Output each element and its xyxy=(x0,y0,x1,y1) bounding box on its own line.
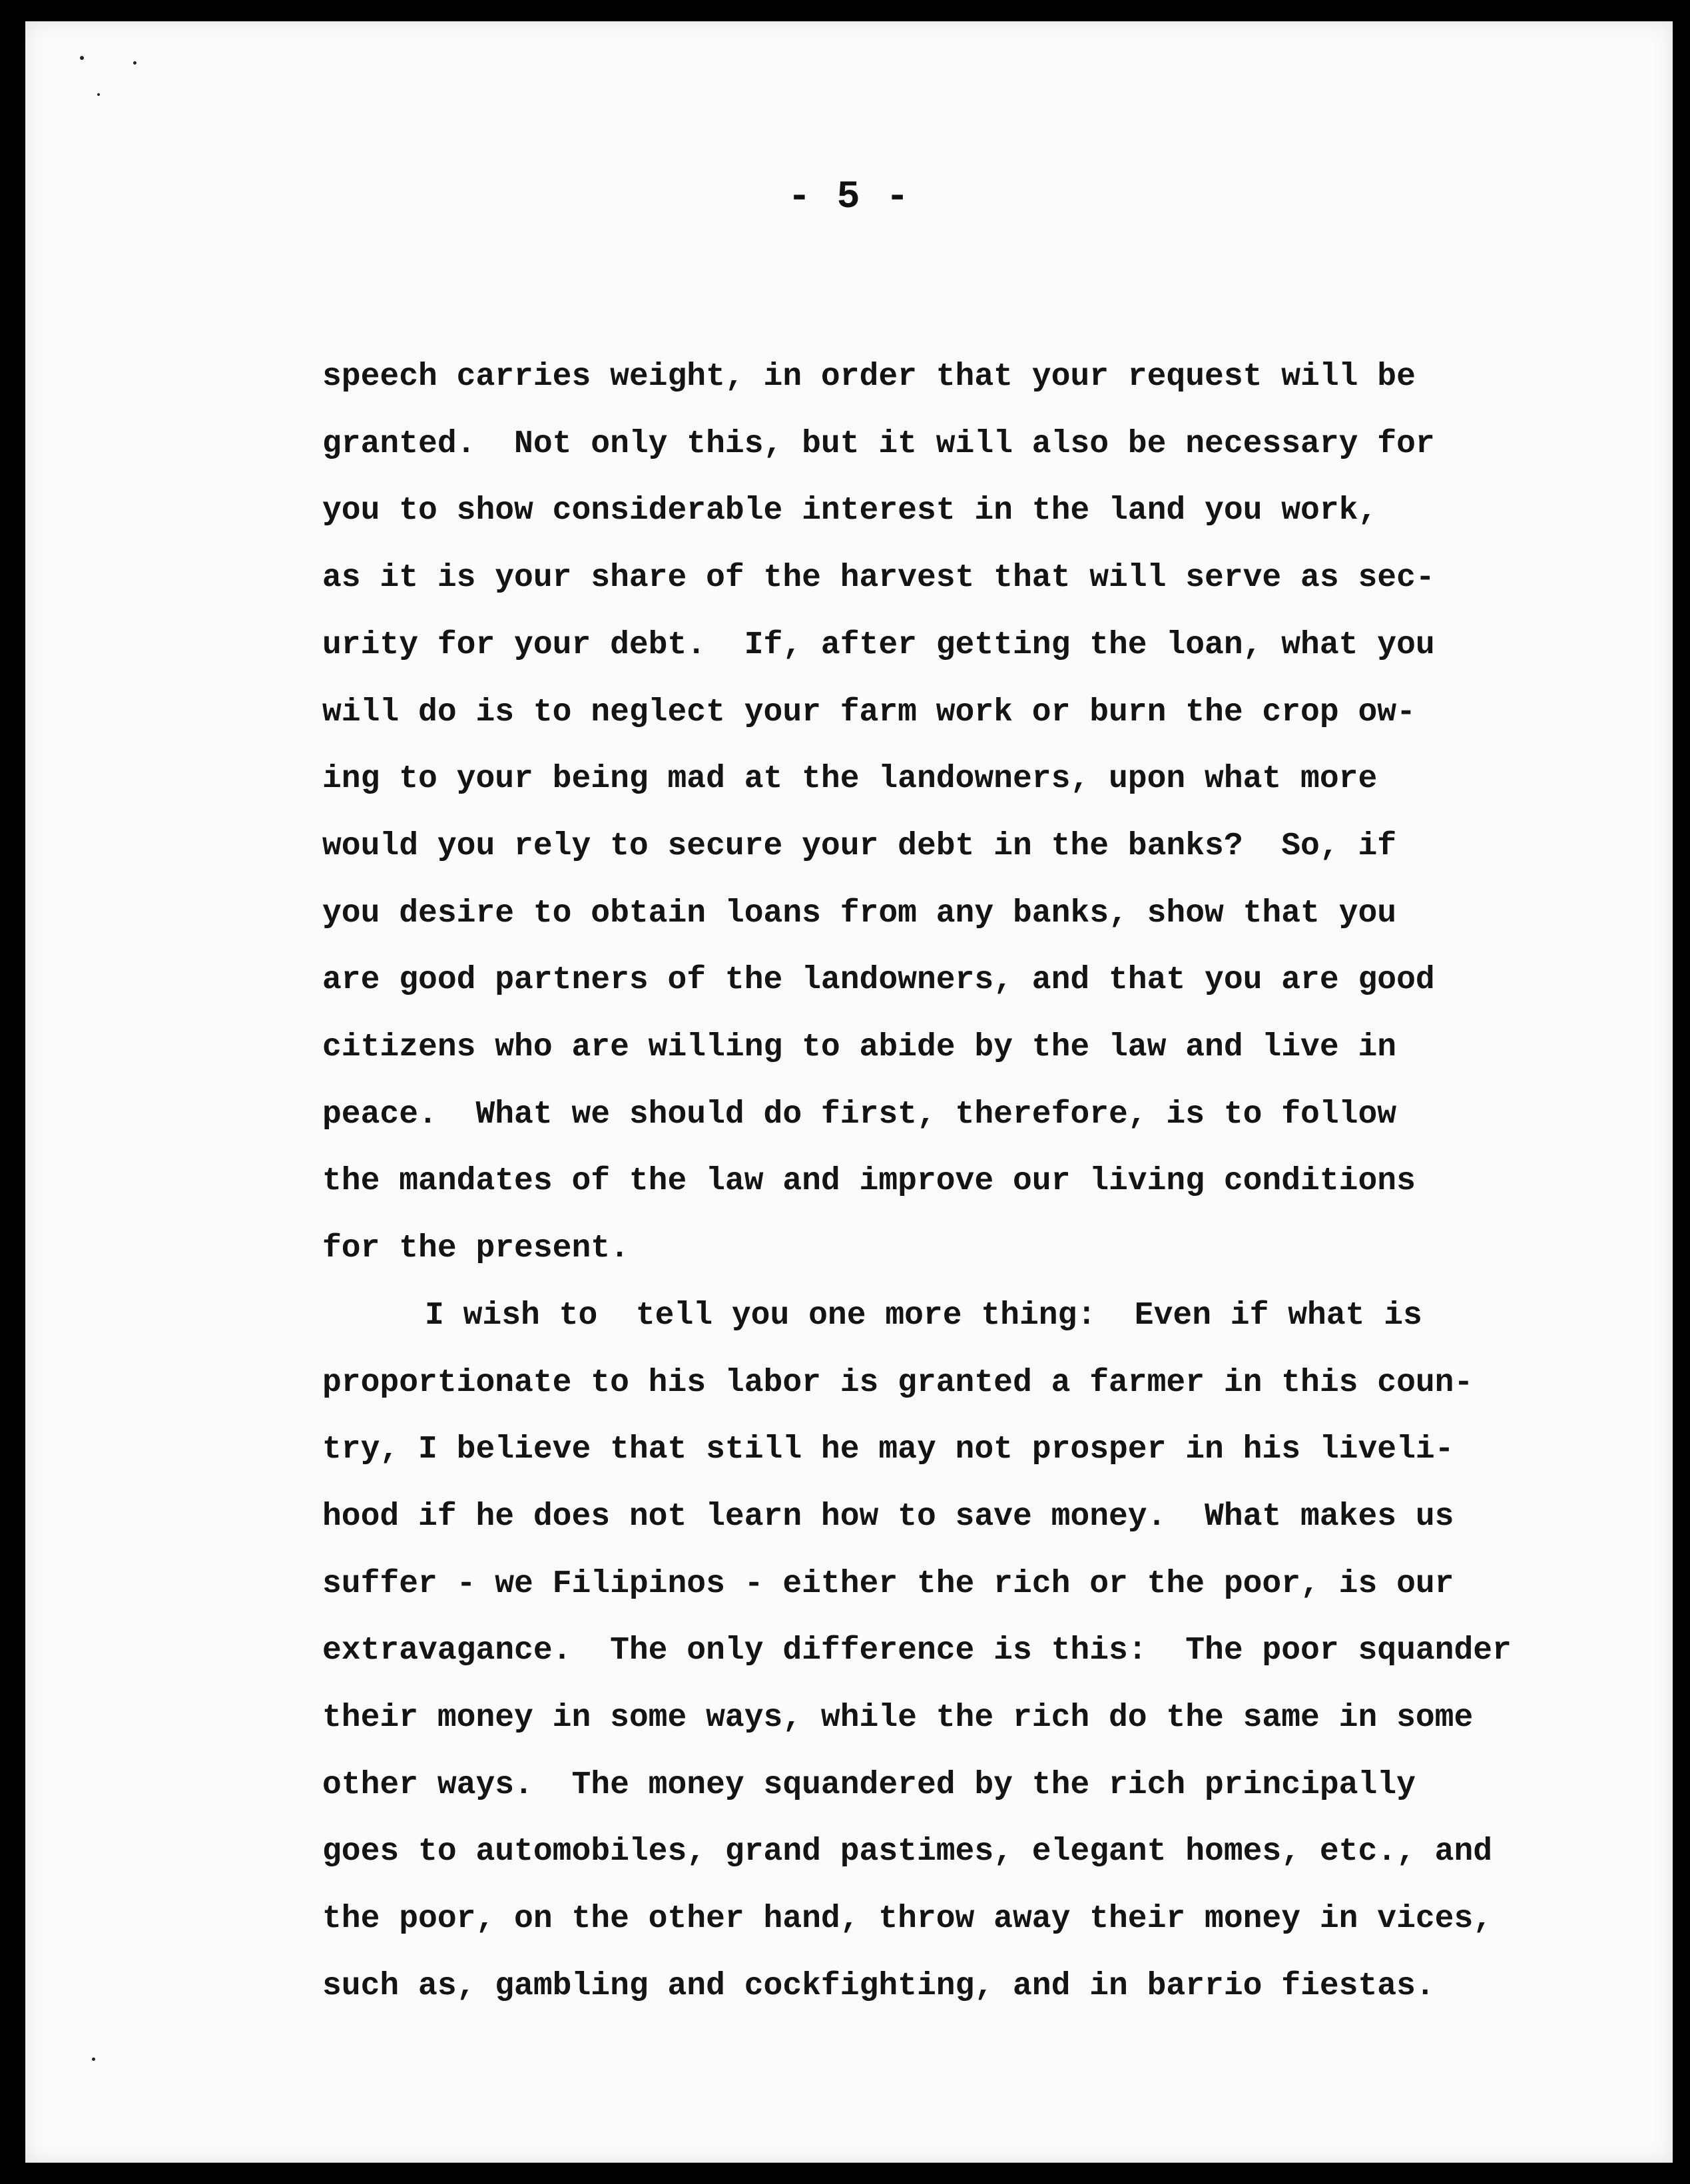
paper-speck xyxy=(92,2057,95,2061)
text-line: will do is to neglect your farm work or burn the crop ow- xyxy=(322,694,1416,730)
text-line: their money in some ways, while the rich do the same in some xyxy=(322,1700,1474,1737)
paper-speck xyxy=(97,93,100,96)
text-line: proportionate to his labor is granted a farmer in this coun- xyxy=(322,1364,1474,1401)
text-line: would you rely to secure your debt in the banks? So, if xyxy=(322,828,1397,864)
text-line: urity for your debt. If, after getting the loan, what you xyxy=(322,627,1435,663)
body-text xyxy=(322,344,1627,2020)
page-number: - 5 - xyxy=(787,176,911,219)
text-line: other ways. The money squandered by the rich principally xyxy=(322,1767,1416,1803)
text-line: speech carries weight, in order that your request will be xyxy=(322,359,1416,395)
document-page xyxy=(25,21,1673,2163)
text-line: you desire to obtain loans from any banks, show that you xyxy=(322,895,1397,932)
paper-speck xyxy=(80,56,84,60)
text-line: goes to automobiles, grand pastimes, elegant homes, etc., and xyxy=(322,1834,1493,1870)
text-line: granted. Not only this, but it will also be necessary for xyxy=(322,425,1435,462)
text-line: suffer - we Filipinos - either the rich or the poor, is our xyxy=(322,1565,1454,1602)
text-line: the mandates of the law and improve our living conditions xyxy=(322,1163,1416,1200)
text-line: citizens who are willing to abide by the law and live in xyxy=(322,1029,1397,1066)
text-line: for the present. xyxy=(322,1230,629,1267)
paper-speck xyxy=(133,61,137,65)
text-line: extravagance. The only difference is this: The poor squander xyxy=(322,1633,1512,1669)
text-line: the poor, on the other hand, throw away their money in vices, xyxy=(322,1901,1493,1938)
text-line: ing to your being mad at the landowners, upon what more xyxy=(322,761,1378,798)
text-line: hood if he does not learn how to save money. What makes us xyxy=(322,1498,1454,1535)
text-line: peace. What we should do first, therefore, is to follow xyxy=(322,1096,1397,1133)
text-line: as it is your share of the harvest that will serve as sec- xyxy=(322,560,1435,597)
text-line: are good partners of the landowners, and that you are good xyxy=(322,962,1435,999)
text-line: I wish to tell you one more thing: Even if what is xyxy=(425,1297,1422,1334)
text-line: you to show considerable interest in the land you work, xyxy=(322,493,1378,529)
text-line: such as, gambling and cockfighting, and in barrio fiestas. xyxy=(322,1968,1435,2004)
text-line: try, I believe that still he may not prosper in his liveli- xyxy=(322,1432,1454,1468)
